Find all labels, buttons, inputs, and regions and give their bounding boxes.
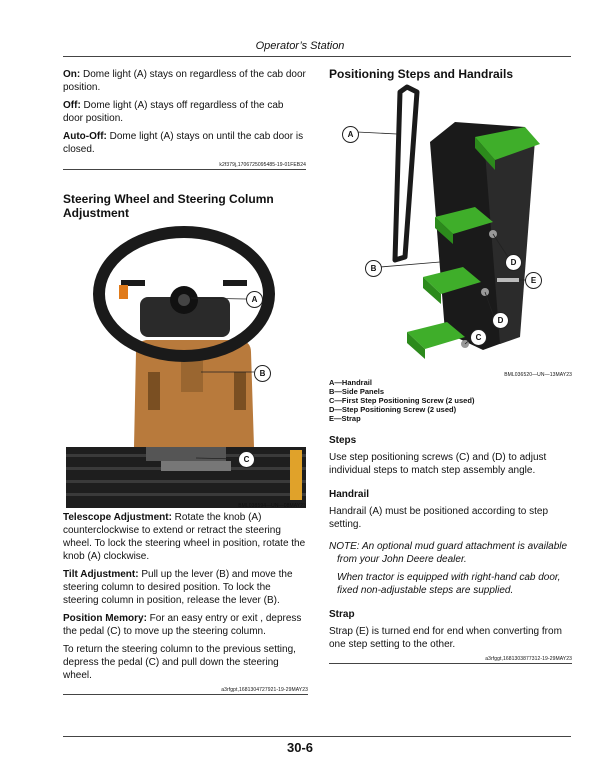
handrail-paragraph: Handrail (A) must be positioned according to step setting. bbox=[329, 506, 549, 530]
dome-autooff-label: Auto-Off: bbox=[63, 131, 107, 142]
legend-item: E—Strap bbox=[329, 414, 361, 423]
steering-column-figure bbox=[66, 222, 306, 508]
dome-autooff-paragraph bbox=[63, 130, 306, 156]
header-rule bbox=[63, 56, 571, 57]
positioning-heading: Positioning Steps and Handrails bbox=[329, 67, 514, 81]
memory-paragraph bbox=[63, 612, 308, 638]
callout-b: B bbox=[365, 260, 382, 277]
callout-c: C bbox=[470, 329, 487, 346]
return-paragraph: To return the steering column to the previous setting, depress the pedal (C) and pull down the steering wheel. bbox=[63, 644, 296, 681]
telescope-label: Telescope Adjustment: bbox=[63, 512, 172, 523]
steps-handrail-figure bbox=[335, 82, 572, 368]
dome-autooff-text: Dome light (A) stays on until the cab door is closed. bbox=[63, 131, 304, 155]
left-column bbox=[63, 68, 306, 220]
left-column-lower bbox=[63, 511, 308, 695]
figure-reference: BML038594—UN—08MAY23 bbox=[238, 503, 306, 509]
tilt-text: Pull up the lever (B) and move the steering column to desired position. To lock the steering column in position, release the lever (B). bbox=[63, 569, 293, 606]
page-header: Operator’s Station bbox=[255, 40, 345, 52]
strap-paragraph: Strap (E) is turned end for end when converting from one step setting to the other. bbox=[329, 626, 562, 650]
dome-on-label: On: bbox=[63, 69, 81, 80]
reference-code: a3rfggt,1681303877312-19-29MAY23 bbox=[485, 656, 572, 662]
telescope-paragraph bbox=[63, 511, 308, 563]
dome-on-paragraph bbox=[63, 68, 306, 94]
steps-illustration bbox=[335, 82, 572, 368]
callout-b: B bbox=[254, 365, 271, 382]
dome-off-text: Dome light (A) stays off regardless of the cab door position. bbox=[63, 100, 284, 124]
right-column-text bbox=[329, 378, 572, 664]
figure-reference: BML036520—UN—13MAY23 bbox=[504, 372, 572, 378]
page-number: 30-6 bbox=[286, 740, 314, 755]
legend-item: A—Handrail bbox=[329, 378, 372, 387]
dome-off-paragraph bbox=[63, 99, 306, 125]
legend-item: C—First Step Positioning Screw (2 used) bbox=[329, 396, 475, 405]
section-rule bbox=[63, 169, 306, 170]
reference-code: k2f379j,1706725095485-19-01FEB24 bbox=[219, 162, 306, 168]
reference-code: a3rfgpt,1681304727921-19-29MAY23 bbox=[221, 687, 308, 693]
dome-on-text: Dome light (A) stays on regardless of the cab door position. bbox=[63, 69, 306, 93]
callout-d-upper: D bbox=[505, 254, 522, 271]
section-rule bbox=[63, 694, 308, 695]
footer-rule bbox=[63, 736, 571, 737]
steps-paragraph: Use step positioning screws (C) and (D) to adjust individual steps to match step assembly angle. bbox=[329, 452, 547, 476]
note-mud-guard: NOTE: An optional mud guard attachment is available from your John Deere dealer. bbox=[329, 541, 568, 565]
legend-item: D—Step Positioning Screw (2 used) bbox=[329, 405, 457, 414]
callout-a: A bbox=[342, 126, 359, 143]
handrail-heading: Handrail bbox=[329, 489, 370, 500]
callout-a: A bbox=[246, 291, 263, 308]
callout-d-lower: D bbox=[492, 312, 509, 329]
strap-heading: Strap bbox=[329, 609, 355, 620]
callout-e: E bbox=[525, 272, 542, 289]
legend-item: B—Side Panels bbox=[329, 387, 385, 396]
telescope-text: Rotate the knob (A) counterclockwise to extend or retract the steering wheel. To lock the steering wheel in position, rotate the knob (A) clockwise. bbox=[63, 512, 306, 562]
steering-heading: Steering Wheel and Steering Column Adjustment bbox=[63, 192, 274, 220]
memory-text: For an easy entry or exit , depress the pedal (C) to move up the steering column. bbox=[63, 613, 302, 637]
dome-off-label: Off: bbox=[63, 100, 81, 111]
steps-heading: Steps bbox=[329, 435, 357, 446]
tilt-paragraph bbox=[63, 568, 308, 607]
note-fixed-steps: When tractor is equipped with right-hand cab door, fixed non-adjustable steps are supplied. bbox=[337, 572, 561, 596]
section-rule bbox=[329, 663, 572, 664]
callout-c: C bbox=[238, 451, 255, 468]
tilt-label: Tilt Adjustment: bbox=[63, 569, 139, 580]
memory-label: Position Memory: bbox=[63, 613, 147, 624]
steering-column-illustration bbox=[66, 222, 306, 508]
